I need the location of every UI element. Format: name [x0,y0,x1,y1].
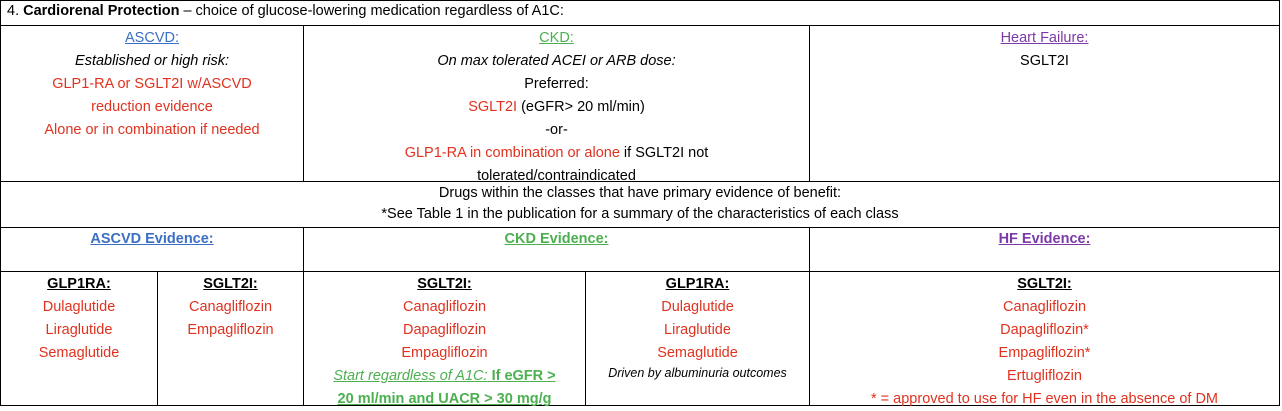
ascvd-evidence-title: ASCVD Evidence: [90,231,214,247]
ckd-sglt2i-line [304,96,809,119]
ascvd-sglt2-item: Empagliflozin [187,322,274,338]
ckd-title: CKD: [539,30,574,46]
ascvd-sglt2-cell [157,271,304,406]
classes-note-line2: *See Table 1 in the publication for a summary of the characteristics of each class [381,206,899,222]
hf-sglt2-item: Empagliflozin* [998,345,1091,361]
hf-sglt2-item: Canagliflozin [1002,299,1087,315]
ckd-subtitle: On max tolerated ACEI or ARB dose: [437,53,676,69]
ascvd-glp1-item: Semaglutide [38,345,120,361]
ckd-sglt2-note-ital: Start regardless of A1C: [333,368,488,384]
ckd-glp1-item: Dulaglutide [661,299,734,315]
ckd-glp1-title: GLP1RA: [665,276,730,292]
ckd-or: -or- [545,122,568,138]
ckd-glp1-black: if SGLT2I not [619,145,709,161]
ascvd-title: ASCVD: [125,30,179,46]
classes-note-line1: Drugs within the classes that have primary evidence of benefit: [438,185,842,201]
hf-sglt2-note: * = approved to use for HF even in the absence of DM [871,391,1218,407]
ckd-evidence-header [303,227,810,272]
ckd-sglt2-note-line1 [304,365,585,388]
ascvd-glp1-title: GLP1RA: [47,276,111,292]
ckd-sglt2-item: Dapagliflozin [402,322,487,338]
hf-drug: SGLT2I [1020,53,1069,69]
ckd-sglt2-cell [303,271,586,406]
hf-evidence-title: HF Evidence: [998,231,1091,247]
hf-evidence-header [809,227,1280,272]
ascvd-line3: Alone or in combination if needed [44,122,260,138]
section-header [0,0,1280,26]
ascvd-line1: GLP1-RA or SGLT2I w/ASCVD [52,76,252,92]
hf-sglt2-title: SGLT2I: [1017,276,1072,292]
ascvd-line2: reduction evidence [91,99,213,115]
ckd-sglt2-note-bold1: If eGFR > [487,368,556,384]
ckd-sglt2-note-bold2: 20 ml/min and UACR > 30 mg/g [337,391,552,407]
hf-sglt2-item: Dapagliflozin* [1000,322,1089,338]
ckd-sglt2-item: Empagliflozin [401,345,488,361]
ascvd-glp1-item: Liraglutide [45,322,113,338]
section-number: 4. [7,3,20,19]
ascvd-subtitle: Established or high risk: [75,53,229,69]
section-subtitle: – choice of glucose-lowering medication regardless of A1C: [179,3,564,19]
ascvd-cell [0,25,304,182]
ckd-glp1-note: Driven by albuminuria outcomes [608,366,787,380]
ascvd-glp1-cell [0,271,158,406]
hf-sglt2-item: Ertugliflozin [1007,368,1082,384]
section-title: Cardiorenal Protection [23,3,180,19]
ckd-glp1-red: GLP1-RA in combination or alone [404,145,620,161]
ascvd-glp1-item: Dulaglutide [42,299,116,315]
ckd-evidence-title: CKD Evidence: [504,231,609,247]
ckd-egfr: (eGFR> 20 ml/min) [517,99,645,115]
ckd-glp1-item: Liraglutide [664,322,731,338]
ckd-glp1-line [304,142,809,165]
ckd-tolerated: tolerated/contraindicated [477,168,636,184]
ckd-glp1-item: Semaglutide [657,345,738,361]
ckd-sglt2i: SGLT2I [468,99,518,115]
hf-sglt2-cell [809,271,1280,406]
ascvd-evidence-header [0,227,304,272]
hf-title: Heart Failure: [1000,30,1089,46]
ckd-sglt2-item: Canagliflozin [402,299,487,315]
ckd-sglt2-title: SGLT2I: [417,276,472,292]
classes-note [0,181,1280,228]
ascvd-sglt2-item: Canagliflozin [188,299,273,315]
ckd-glp1-cell [585,271,810,406]
ckd-preferred: Preferred: [524,76,589,92]
ckd-cell [303,25,810,182]
hf-cell [809,25,1280,182]
ascvd-sglt2-title: SGLT2I: [203,276,258,292]
